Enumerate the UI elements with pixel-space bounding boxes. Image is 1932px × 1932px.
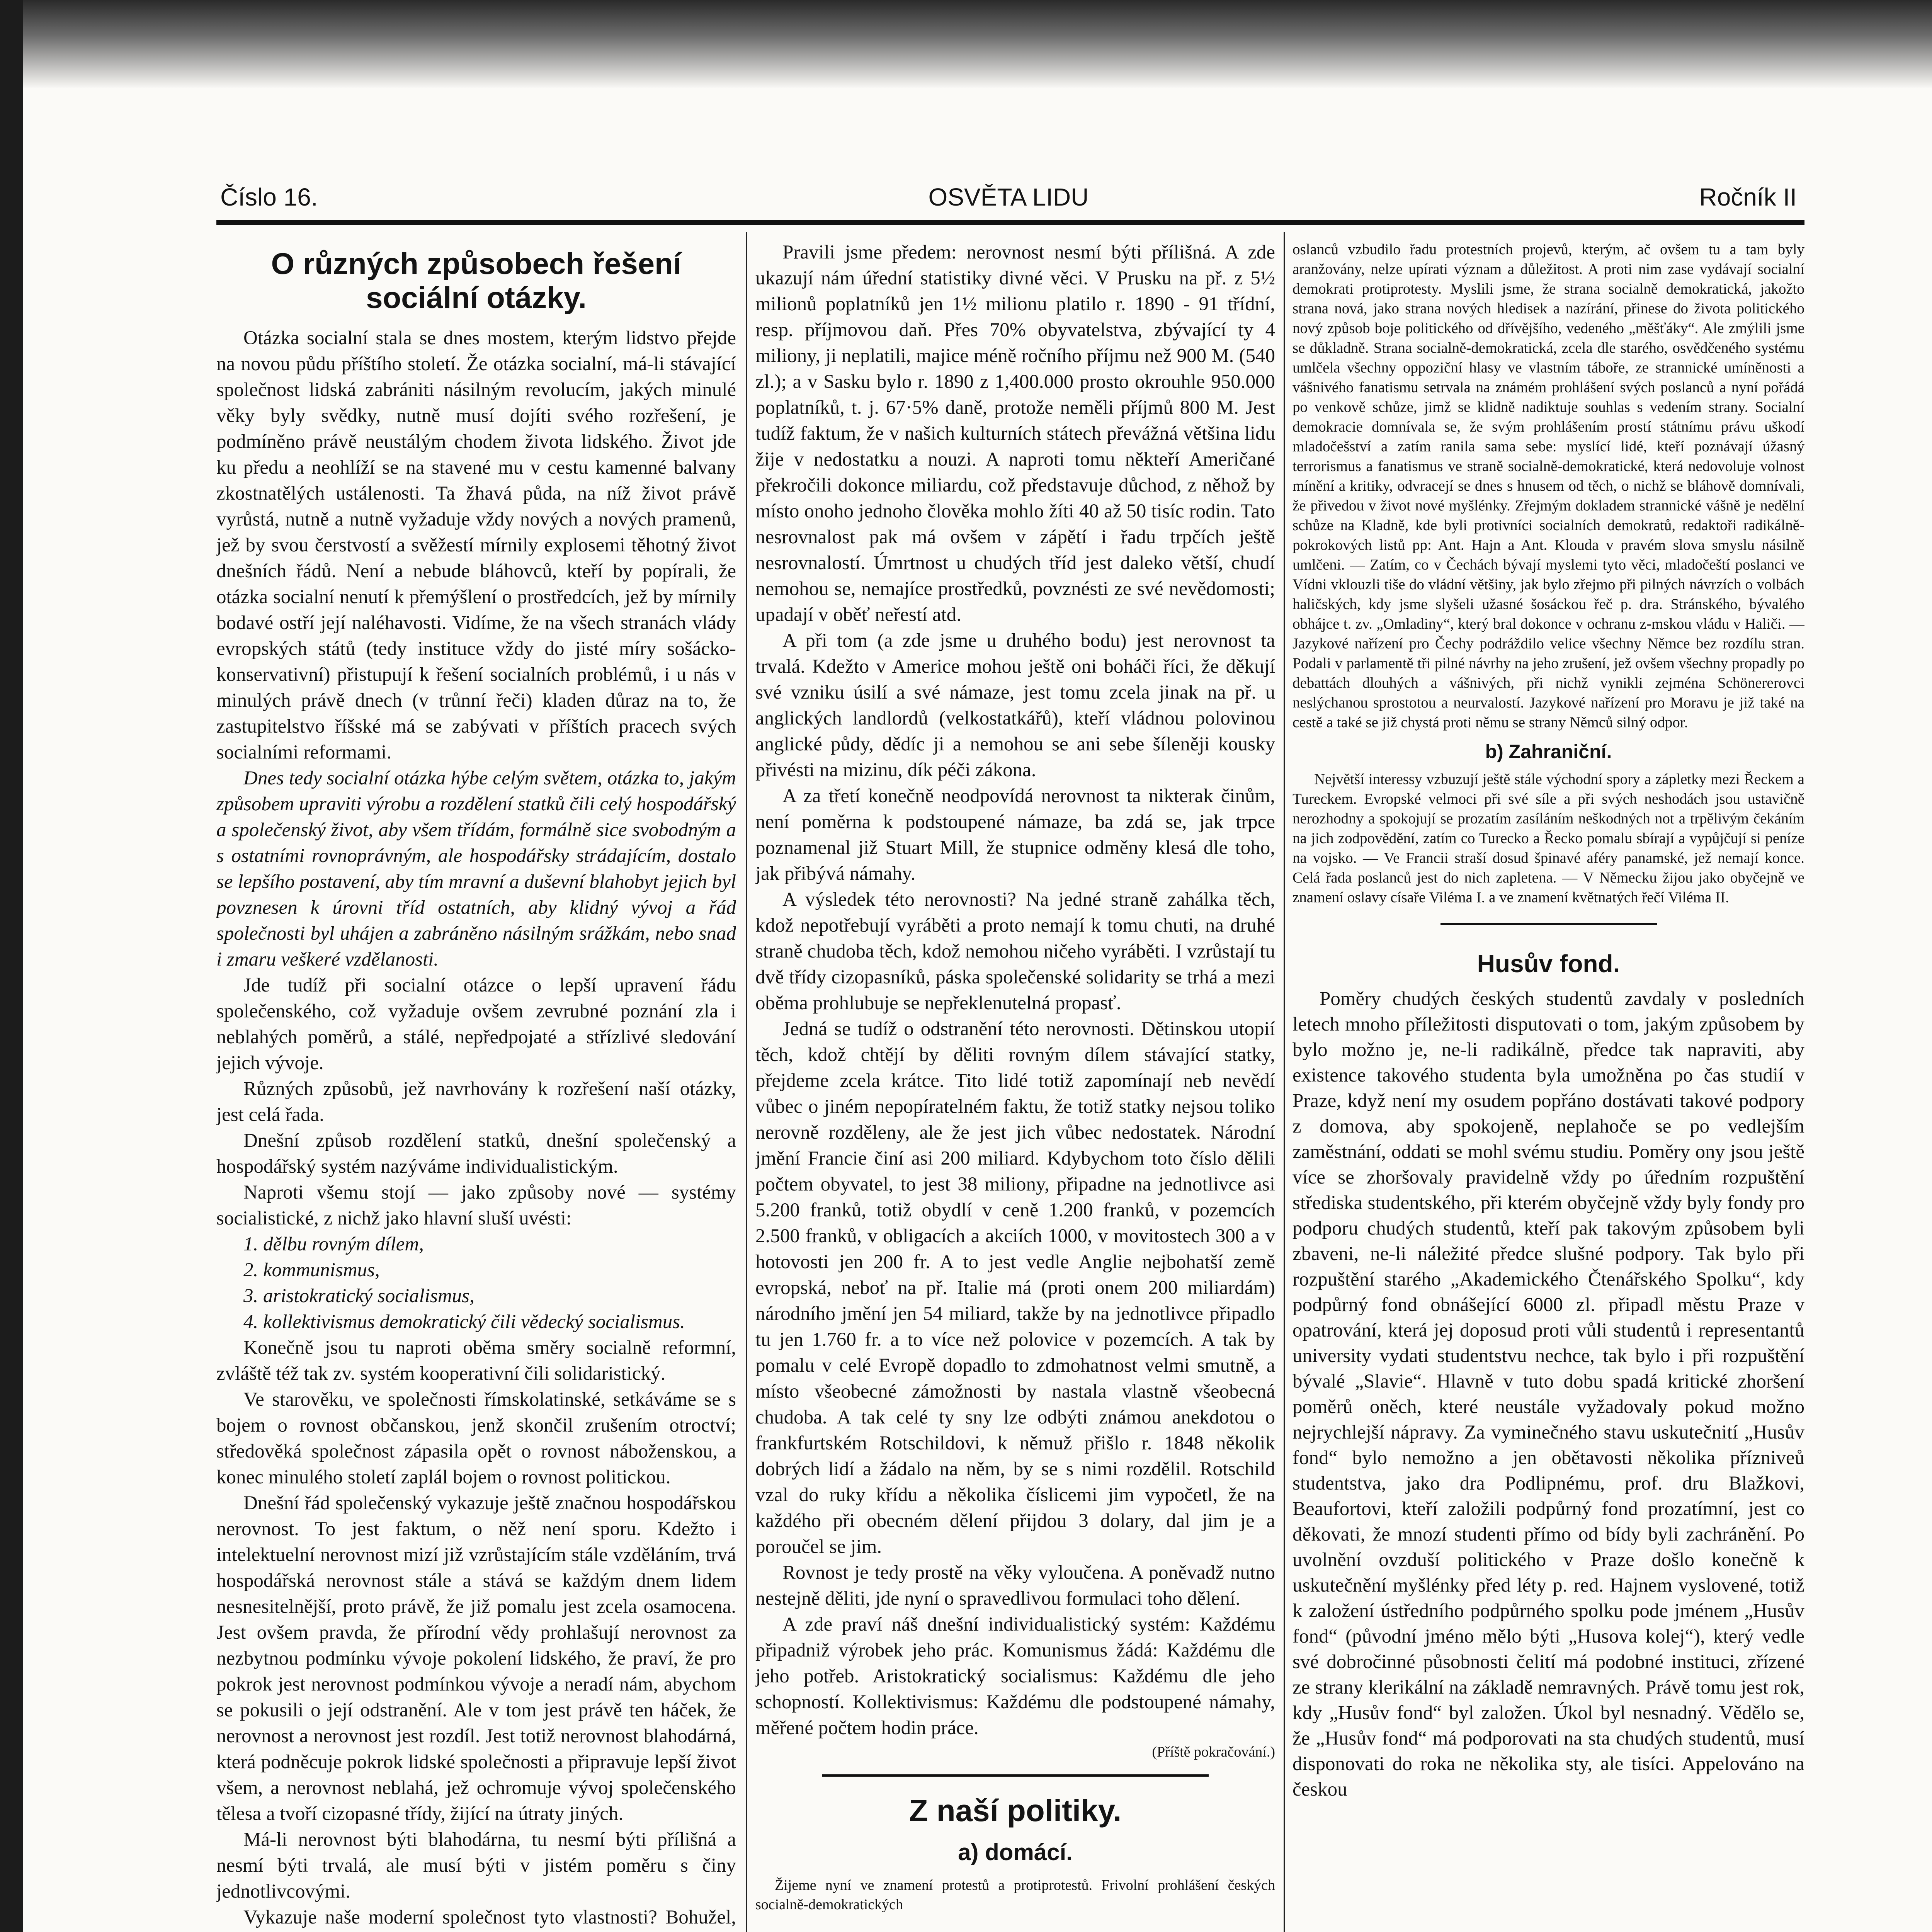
newspaper-title: OSVĚTA LIDU (928, 183, 1089, 211)
column-divider (1284, 232, 1285, 1932)
column-2 (755, 240, 1275, 1932)
issue-number: Číslo 16. (220, 183, 318, 211)
page-header (220, 176, 1797, 218)
paragraph: Jde tudíž při socialní otázce o lepší upravení řádu společenského, což vyžaduje ovšem zevrubné poznání zla i neblahých poměrů, a stálé, nepředpojaté a střízlivé sledování jejich vývoje. (216, 975, 736, 1074)
list-item: 2. kommunismus, (243, 1259, 380, 1281)
section-divider (1440, 923, 1657, 925)
paragraph: Dnes tedy socialní otázka hýbe celým světem, otázka to, jakým způsobem upraviti výrobu a rozdělení statků čili celý hospodářský a společenský život, aby všem třídám, formálně sice svobodným a s ostatními rovnoprávným, ale hospodářsky strádajícím, dostalo se lepšího postavení, aby tím mravní a duševní blahobyt jejich byl povznesen k úrovni tříd ostatních, aby klidný vývoj a řád společnosti byl uhájen a zabráněno násilným srážkám, nebo snad i zmaru veškeré vzdělanosti. (216, 767, 736, 970)
paragraph: Žijeme nyní ve znamení protestů a protiprotestů. Frivolní prohlášení českých socialně-demokratických (755, 1877, 1275, 1913)
paragraph: Poměry chudých českých studentů zavdaly v posledních letech mnoho příležitosti disputovati o tom, jakým způsobem by bylo možno je, ne-li radikálně, předce tak napraviti, aby existence takového studenta byla umožněna po čas studií v Praze, když není my osudem popřáno dostávati takové podpory z domova, aby spokojeně, neplahoče se po vedlejším zaměstnání, oddati se mohl svému studiu. Poměry ony jsou ještě více se zhoršovaly pravidelně vždy po úředním rozpuštění střediska studentského, při kterém obyčejně vždy byly fondy pro podporu chudých studentů, kteří pak takovým způsobem byli zbaveni, ne-li náležité předce slušné podpory. Tak bylo při rozpuštění starého „Akademického Čtenářského Spolku“, kdy podpůrný fond obnášející 6000 zl. připadl městu Praze v opatrování, která jej doposud proti vůli studentů i representantů university vydati studentstvu nechce, tak bylo i při rozpuštění bývalé „Slavie“. Hlavně v tuto dobu spadá kritické zhoršení poměrů oněch, které neustále vyžadovaly pokud možno nejrychlejší nápravy. Za vyminečného stavu uskutečnití „Husův fond“ bylo nemožno a jen obětavosti několika přízniveů studentstva, jako dra Podlipnému, prof. dru Blažkovi, Beaufortovi, kteří založili podpůrný fond prozatímní, jest co děkovati, že mnozí studenti přímo od bídy byli zachránění. Po uvolnění ovzduší politického v Praze došlo konečně k uskutečnění myšlénky před léty p. red. Hajnem vyslovené, totiž k založení ústředního podpůrného spolku pode jménem „Husův fond“ (původní jméno mělo býti „Husova kolej“), který vedle své dobročinné působnosti čelití má podobné instituci, zřízené ze strany klerikální na základě nemravných. Právě tomu jest rok, kdy „Husův fond“ byl založen. Úkol byl nesnadný. Vědělo se, že „Husův fond“ má podporovati na sta chudých studentů, musí disponovati do roka ne několika sty, ale tisíci. Appelováno na českou (1293, 988, 1804, 1800)
header-rule (216, 220, 1804, 225)
paragraph: A při tom (a zde jsme u druhého bodu) jest nerovnost ta trvalá. Kdežto v Americe mohou ještě oni boháči říci, že děkují své vzniku úsilí a své námaze, jest tomu zcela jinak na př. u anglických landlordů (velkostatkářů), kteří vládnou polovinou anglické půdy, dědíc ji a nemohou se ani sebe šíleněji kousky přivésti na mizinu, dík péči zákona. (755, 630, 1275, 781)
paragraph: Jedná se tudíž o odstranění této nerovnosti. Dětinskou utopií těch, kdož chtějí by děliti rovným dílem stávající statky, přejdeme zcela krátce. Tito lidé totiž zapomínají neb nevědí vůbec o jiném nepopíratelném faktu, že totiž statky nejsou toliko nerovně rozděleny, ale že jest jich vůbec nedostatek. Národní jmění Francie činí asi 200 miliard. Kdybychom toto číslo dělili počtem obyvatel, to jest 38 miliony, připadne na jednotlivce asi 5.200 franků, totiž obydlí v ceně 1.200 franků, v pozemcích 2.500 franků, v obligacích a akciích 1000, v movitostech 300 a v hotovosti jen 200 fr. A to jest vedle Anglie nejbohatší země evropská, neboť na př. Italie má (proti onem 200 miliardám) národního jmění jen 54 miliard, takže by na jednotlivce připadlo tu jen 1.760 fr. a to více než polovice v pozemcích. A tak by pomalu v celé Evropě dopadlo to zdmohatnost velmi smutně, a místo všeobecné zámožnosti by nastala vlastně všeobecná chudoba. A tak celé ty sny lze odbýti známou anekdotou o frankfurtském Rotschildovi, k němuž přišlo r. 1848 několik dobrých lidí a žádalo na něm, by se s nimi rozdělil. Rotschild vzal do ruky křídu a několika číslicemi jim vypočetl, že na každého při obecném dělení přijdou 3 dolary, dal jim je a poroučel se jim. (755, 1018, 1275, 1558)
section-title: Husův fond. (1477, 950, 1620, 978)
paragraph: A zde praví náš dnešní individualistický systém: Každému připadniž výrobek jeho prác. Komunismus žádá: Každému dle jeho potřeb. Aristokratický socialismus: Každému dle jeho schopností. Kollektivismus: Každému dle podstoupené námahy, měřené počtem hodin práce. (755, 1614, 1275, 1739)
paragraph: Různých způsobů, jež navrhovány k rozřešení naší otázky, jest celá řada. (216, 1078, 736, 1126)
paragraph: oslanců vzbudilo řadu protestních projevů, kterým, ač ovšem tu a tam byly aranžovány, nelze upírati význam a důležitost. A proti nim zase vydávají socialní demokrati protiprotesty. Myslili jsme, že strana socialně demokratická, jakožto strana nová, jako strana nových hledisek a nazírání, přinese do života politického nový způsob boje politického od dřívějšího, vedeného „měšťáky“. Ale zmýlili jsme se důkladně. Strana socialně-demokratická, zcela dle starého, osvědčeného systému umlčela všechny oppoziční hlasy ve vlastním táboře, ze strannické umíněnosti a vášnivého fanatismu setrvala na známém prohlášení svých poslanců a nyní pořádá po venkově schůze, jimž se klidně nadiktuje souhlas s vedením strany. Socialní demokracie domnívala se, že svým prohlášením prostí státnímu právu uškodí mladočešství a zatím ranila sama sebe: myslící lidé, kteří poznávají úžasný terrorismus a fanatismus ve straně socialně-demokratické, která nedovoluje volnost mínění a kritiky, odvracejí se dnes s hnusem od těch, o nichž se bláhově domnívali, že přivedou v život nové myšlénky. Zřejmým dokladem strannické vášně je nedělní schůze na Kladně, kde byli protivníci socialních demokratů, redaktoři radikálně-pokrokových listů pp: Ant. Hajn a Ant. Klouda v pravém slova smyslu násilně umlčeni. — Zatím, co v Čechách bývají myslemi tyto věci, mladočeští poslanci ve Vídni vklouzli tiše do vládní většiny, jak bylo zřejmo při pilných návrzích o volbách haličských, kdy jsme slyšeli užasné šosáckou řeč p. dra. Stránského, bývalého obhájce t. zv. „Omladiny“, který bral dokonce v ochranu z-mskou vládu v Haliči. — Jazykové nařízení pro Čechy podráždilo velice všechny Němce bez rozdílu stran. Podali v parlamentě tři pilné návrhy na jeho zrušení, jež ovšem všechny propadly po debattách dlouhých a vášnivých, při nichž vynikli zejména Schönererovci neslýchanou sprostotou a neurvalostí. Jazykové nařízení pro Moravu je již také na cestě a také se již chystá proti němu se strany Němců silný odpor. (1293, 241, 1804, 731)
continuation-note: (Příště pokračování.) (1152, 1744, 1275, 1760)
paragraph: Konečně jsou tu naproti oběma směry socialně reformní, zvláště též tak zv. systém kooperativní čili solidaristický. (216, 1337, 736, 1384)
scan-top-edge (0, 0, 1932, 89)
paragraph: Ve starověku, ve společnosti římskolatinské, setkáváme se s bojem o rovnost občanskou, jenž skončil zrušením otroctví; středověká společnost zápasila opět o rovnost náboženskou, a konec minulého století zaplál bojem o rovnost politickou. (216, 1389, 736, 1488)
article-title: O různých způsobech řešení sociální otázky. (271, 247, 682, 315)
column-1 (216, 240, 736, 1932)
paragraph: A výsledek této nerovnosti? Na jedné straně zahálka těch, kdož nepotřebují vyráběti a proto nemají k tomu chuti, na druhé straně chudoba těch, kdož nemohou ničeho vyráběti. I vzrůstají tu dvě třídy cizopasníků, páska společenské solidarity se trhá a mezi oběma prohlubuje se nepřeklenutelná propasť. (755, 889, 1275, 1014)
section-title: Z naší politiky. (909, 1793, 1122, 1828)
section-divider (822, 1774, 1209, 1777)
subsection-title: b) Zahraniční. (1485, 741, 1612, 762)
list-item: 3. aristokratický socialismus, (243, 1285, 474, 1307)
paragraph: Otázka socialní stala se dnes mostem, kterým lidstvo přejde na novou půdu příštího století. Že otázka socialní, má-li stávající společnost lidská zabrániti násilným revolucím, jakých minulé věky byly svědky, nutně musí dojíti svého rozřešení, je podmíněno právě neustálým chodem života lidského. Život jde ku předu a neohlíží se na stavené mu v cestu kamenné balvany zkostnatělých ustálenosti. Ta žhavá půda, na níž život právě vyrůstá, nutně a nutně vyžaduje vždy nových a nových pramenů, jež by svou čerstvostí a svěžestí mírnily explosemi těhotný život dnešních řádů. Není a nebude bláhovců, kteří by popírali, že otázka socialní nenutí k přemýšlení o prostředcích, jež by mírnily bodavé ostří její naléhavosti. Vidíme, že na všech stranách vlády evropských států (tedy instituce vždy do jisté míry sošácko-konservativní) přistupují k řešení socialních problémů, i u nás v minulých právě dnech (v trůnní řeči) kladen důraz na to, že zastupitelstvo říšské má se zabývati v příštích pracech svých socialními reformami. (216, 327, 736, 763)
paragraph: Dnešní způsob rozdělení statků, dnešní společenský a hospodářský systém nazýváme individualistickým. (216, 1130, 736, 1177)
list-item: 1. dělbu rovným dílem, (243, 1233, 424, 1255)
column-3 (1293, 240, 1804, 1932)
volume-number: Ročník II (1699, 183, 1797, 211)
column-divider (746, 232, 747, 1932)
paragraph: Má-li nerovnost býti blahodárna, tu nesmí býti přílišná a nesmí býti trvalá, ale musí býti v jistém poměru s činy jednotlivcovými. (216, 1829, 736, 1902)
scan-left-edge (0, 0, 23, 1932)
subsection-title: a) domácí. (958, 1839, 1073, 1865)
paragraph: Největší interessy vzbuzují ještě stále východní spory a zápletky mezi Řeckem a Tureckem. Evropské velmoci při své síle a při svých neshodách jsou ustavičně nerozhodny a spokojují se prozatím zasíláním neškodných not a trpělivým čekáním na jich zodpovědění, zatím co Turecko a Řecko pomalu sbírají a vypůjčují si peníze na vojsko. — Ve Francii straší dosud špinavé aféry panamské, jež nemají konce. Celá řada poslanců jest do nich zapletena. — V Německu žijou jako obyčejně ve znamení oslavy císaře Viléma I. a ve znamení květnatých řečí Viléma II. (1293, 771, 1804, 906)
paragraph: Dnešní řád společenský vykazuje ještě značnou hospodářskou nerovnost. To jest faktum, o něž není sporu. Kdežto i intelektuelní nerovnost mizí již vzrůstajícím stále vzděláním, trvá hospodářská nerovnost stále a stává se každým dnem lidem nesnesitelnější, proto právě, že již pomalu jest zcela osamocena. Jest ovšem pravda, že přírodní vědy prohlašují nerovnost za nezbytnou podmínku vývoje pokolení lidského, že praví, že pro pokrok jest nerovnost podmínkou vývoje a neradí nám, abychom se pokusili o její odstranění. Ale v tom jest právě ten háček, že nerovnost a nerovnost jest rozdíl. Jest totiž nerovnost blahodárná, která podněcuje pokrok lidské společnosti a připravuje lepší život všem, a nerovnost neblahá, jež ochromuje vývoj společenského tělesa a tvoří cizopasné třídy, žijící na útraty jiných. (216, 1492, 736, 1825)
paragraph: Vykazuje naše moderní společnost tyto vlastnosti? Bohužel, (243, 1906, 736, 1928)
paragraph: Pravili jsme předem: nerovnost nesmí býti přílišná. A zde ukazují nám úřední statistiky divné věci. V Prusku na př. z 5½ milionů poplatníků jen 1½ milionu platilo r. 1890 - 91 třídní, resp. příjmovou daň. Přes 70% obyvatelstva, zbývající ty 4 miliony, ji neplatili, majice méně ročního příjmu než 900 M. (540 zl.); a v Sasku bylo r. 1890 z 1,400.000 prosto okrouhle 950.000 poplatníků, t. j. 67·5% daně, protože neměli příjmů 800 M. Jest tudíž faktum, že v našich kulturních státech převážná většina lidu žije v nedostatku a nouzi. A naproti tomu někteří Američané překročili dokonce miliardu, což představuje důchod, z něhož by místo onoho jednoho člověka mohlo žíti 40 až 50 tisíc rodin. Tato nesrovnalost pak má ovšem v zápětí i řadu trpčích ještě nesrovnalostí. Úmrtnost u chudých tříd jest daleko větší, chudí nemohou se, nemajíce prostředků, povznésti ze své nevědomosti; upadají v oběť neřestí atd. (755, 242, 1275, 626)
list-item: 4. kollektivismus demokratický čili vědecký socialismus. (243, 1311, 685, 1333)
paragraph: Rovnost je tedy prostě na věky vyloučena. A poněvadž nutno nestejně děliti, jde nyní o spravedlivou formulaci toho dělení. (755, 1562, 1275, 1609)
paragraph: Naproti všemu stojí — jako způsoby nové — systémy socialistické, z nichž jako hlavní sluší uvésti: (216, 1182, 736, 1229)
paragraph: A za třetí konečně neodpovídá nerovnost ta nikterak činům, není poměrna k podstoupené námaze, ba zdá se, jak trpce poznamenal již Stuart Mill, že stupnice odměny klesá dle toho, jak přibývá námahy. (755, 785, 1275, 884)
systems-list (216, 1231, 736, 1335)
